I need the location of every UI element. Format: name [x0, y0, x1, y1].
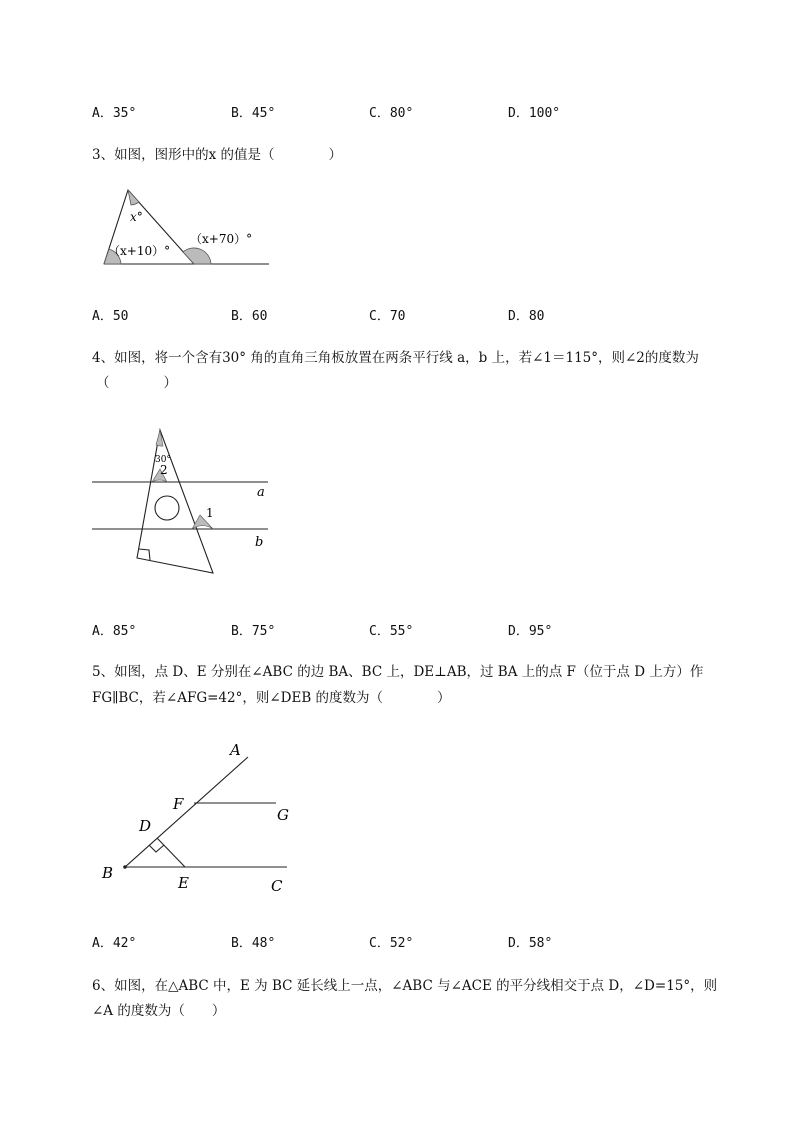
q5-option-d[interactable]: D．58° [508, 936, 553, 951]
q2-option-d[interactable]: D．100° [508, 106, 561, 121]
q3-option-a[interactable]: A．50 [92, 309, 129, 324]
q4-label-1: 1 [206, 506, 214, 520]
q2-option-a[interactable]: A．35° [92, 106, 137, 121]
q2-option-c[interactable]: C．80° [369, 106, 414, 121]
q3-stem: 3、如图，图形中的x 的值是（ ） [92, 147, 342, 163]
q5-label-b: B [102, 864, 114, 882]
q4-label-b: b [255, 535, 264, 550]
q3-option-b[interactable]: B．60 [231, 309, 268, 324]
q3-option-c[interactable]: C．70 [369, 309, 406, 324]
q5-label-e: E [178, 874, 189, 892]
q4-option-b[interactable]: B．75° [231, 624, 276, 639]
q3-label-top: x° [130, 210, 143, 224]
q4-option-a[interactable]: A．85° [92, 624, 137, 639]
q5-label-c: C [271, 877, 283, 895]
q4-label-30: 30° [155, 455, 171, 465]
q5-option-a[interactable]: A．42° [92, 936, 137, 951]
q5-label-a: A [230, 741, 241, 759]
q5-label-d: D [139, 817, 152, 835]
q4-stem-line1: 4、如图，将一个含有30° 角的直角三角板放置在两条平行线 a，b 上，若∠1＝115°，则∠2的度数为 [92, 350, 699, 366]
q5-label-g: G [277, 806, 289, 824]
q5-stem-line2: FG∥BC，若∠AFG=42°，则∠DEB 的度数为（ ） [92, 690, 451, 706]
q4-label-2: 2 [160, 463, 168, 477]
q4-label-a: a [257, 485, 265, 500]
q3-option-d[interactable]: D．80 [508, 309, 545, 324]
q4-option-d[interactable]: D．95° [508, 624, 553, 639]
q2-option-b[interactable]: B．45° [231, 106, 276, 121]
q6-stem-line1: 6、如图，在△ABC 中，E 为 BC 延长线上一点，∠ABC 与∠ACE 的平分线相交于点 D，∠D=15°，则 [92, 978, 718, 994]
q5-option-b[interactable]: B．48° [231, 936, 276, 951]
q6-stem-line2: ∠A 的度数为（ ） [92, 1003, 226, 1019]
q3-label-right: （x+70）° [190, 232, 253, 246]
q4-stem-line2: （ ） [96, 375, 177, 391]
q5-option-c[interactable]: C．52° [369, 936, 414, 951]
q3-label-left: （x+10）° [108, 244, 171, 258]
q5-stem-line1: 5、如图，点 D、E 分别在∠ABC 的边 BA、BC 上，DE⊥AB，过 BA 上的点 F（位于点 D 上方）作 [92, 664, 704, 680]
q4-option-c[interactable]: C．55° [369, 624, 414, 639]
q5-label-f: F [173, 795, 184, 813]
